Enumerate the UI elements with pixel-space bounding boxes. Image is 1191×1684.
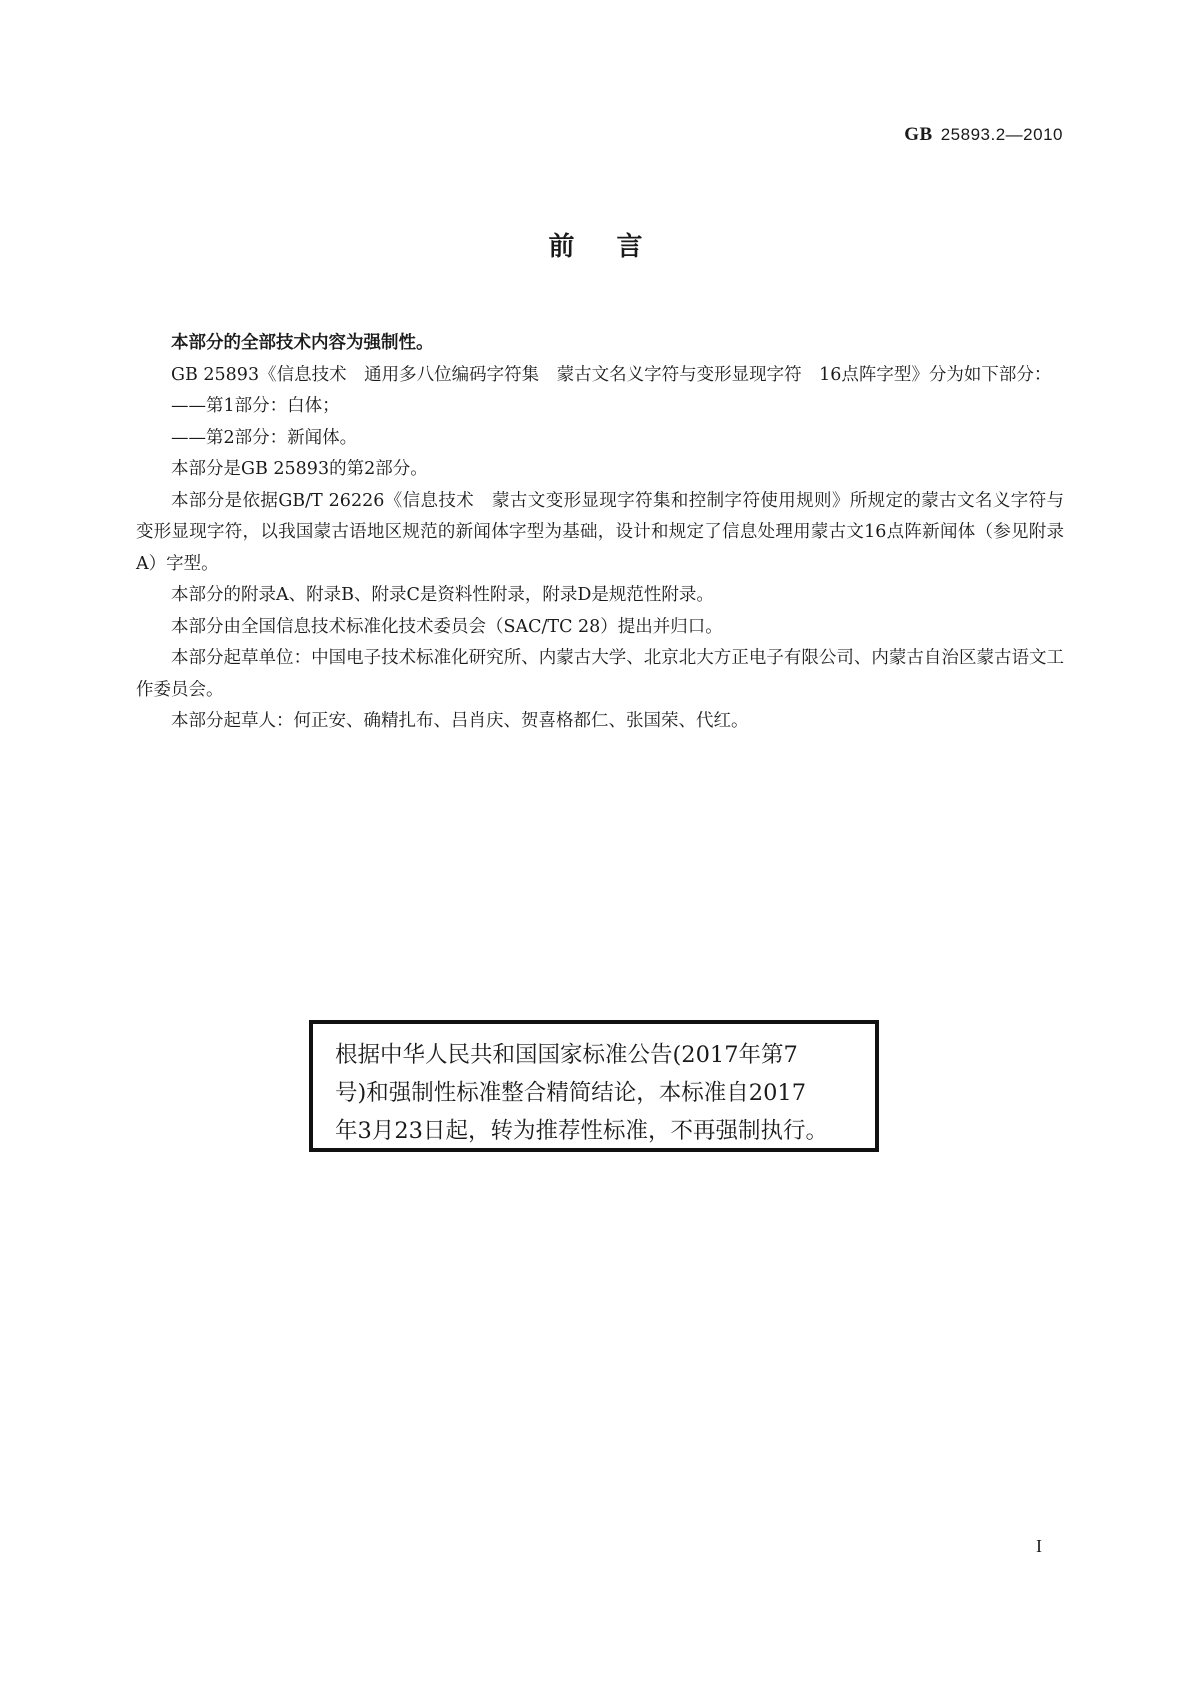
- standard-code-header: [904, 124, 1063, 146]
- paragraph-proposer: 本部分由全国信息技术标准化技术委员会（SAC/TC 28）提出并归口。: [171, 616, 723, 637]
- standard-prefix: GB: [904, 124, 933, 145]
- paragraph-parts-intro: GB 25893《信息技术 通用多八位编码字符集 蒙古文名义字符与变形显现字符 16点阵字型》分为如下部分：: [171, 364, 1052, 385]
- paragraph-drafters: 本部分起草人：何正安、确精扎布、吕肖庆、贺喜格都仁、张国荣、代红。: [171, 711, 749, 731]
- page-number: I: [1036, 1536, 1042, 1556]
- page-title: 前言: [548, 232, 685, 262]
- list-item-part-2: ——第2部分：新闻体。: [171, 427, 358, 448]
- paragraph-annexes: 本部分的附录A、附录B、附录C是资料性附录，附录D是规范性附录。: [171, 585, 714, 605]
- standard-number: 25893.2—2010: [940, 125, 1063, 144]
- notice-line: 号)和强制性标准整合精简结论，本标准自2017: [335, 1080, 807, 1106]
- paragraph-part-statement: 本部分是GB 25893的第2部分。: [171, 459, 428, 479]
- paragraph-mandatory: 本部分的全部技术内容为强制性。: [171, 333, 434, 353]
- status-notice-box: [309, 1020, 879, 1152]
- notice-line: 年3月23日起，转为推荐性标准，不再强制执行。: [335, 1118, 828, 1144]
- paragraph-basis: 本部分是依据GB/T 26226《信息技术 蒙古文变形显现字符集和控制字符使用规则》所规定的蒙古文名义字符与变形显现字符，以我国蒙古语地区规范的新闻体字型为基础，设计和规定了信息处理用蒙古文16点阵新闻体（参见附录A）字型。: [136, 490, 1064, 574]
- paragraph-drafting-units: 本部分起草单位：中国电子技术标准化研究所、内蒙古大学、北京北大方正电子有限公司、内蒙古自治区蒙古语文工作委员会。: [136, 648, 1064, 700]
- foreword-body: [136, 328, 1064, 738]
- list-item-part-1: ——第1部分：白体；: [171, 396, 340, 416]
- notice-line: 根据中华人民共和国国家标准公告(2017年第7: [335, 1042, 798, 1068]
